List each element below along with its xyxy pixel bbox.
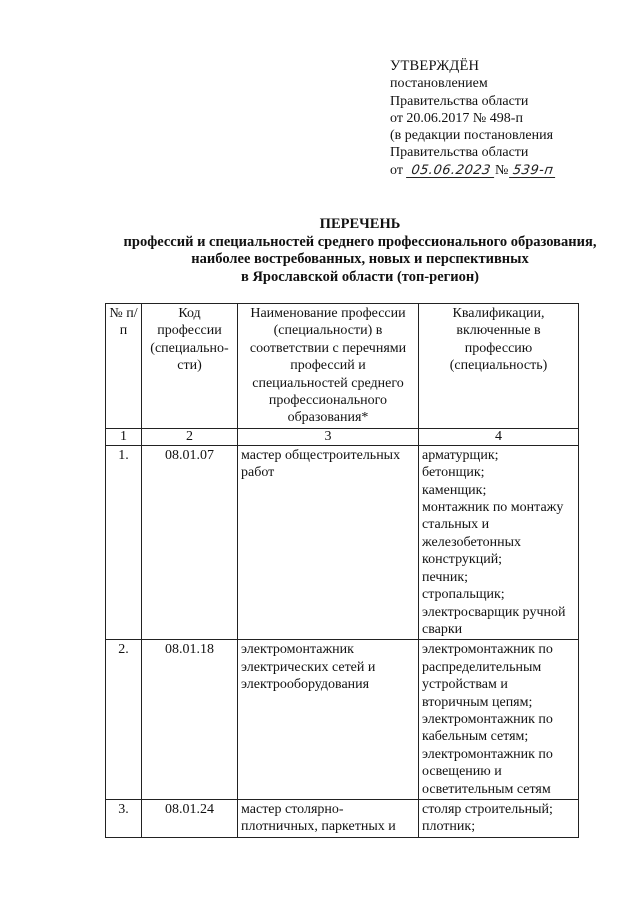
row-name: мастер общестроительных работ [238, 445, 419, 639]
approval-line: Правительства области [390, 145, 529, 161]
table-row [106, 640, 579, 800]
row-name: электромонтажник электрических сетей и электрооборудования [238, 640, 419, 800]
document-title: ПЕРЕЧЕНЬ [319, 216, 401, 232]
heading-line: в Ярославской области (топ-регион) [240, 268, 480, 285]
number-sign: № [494, 162, 509, 178]
approval-line: от 20.06.2017 № 498-п [390, 110, 523, 126]
approval-line: (в редакции постановления [390, 128, 554, 144]
approval-line: постановлением [390, 76, 488, 92]
qualification-item: электромонтажник по кабельным сетям; [422, 711, 553, 745]
approval-line: Правительства области [390, 93, 529, 109]
qualification-item: электросварщик ручной сварки [422, 604, 566, 637]
approval-last-line [390, 162, 556, 179]
header-qualifications: Квалификации, включенные в профессию (специальность) [419, 304, 579, 429]
column-number: 3 [238, 428, 419, 445]
row-code: 08.01.07 [142, 445, 238, 639]
row-number: 3. [106, 799, 142, 837]
qualification-item: электромонтажник по распределительным устройствам и вторичным цепям; [422, 642, 553, 710]
row-name: мастер столярно-плотничных, паркетных и [238, 799, 419, 837]
qualification-item: электромонтажник по освещению и осветительным сетям [422, 746, 553, 797]
qualification-item: печник; [422, 569, 469, 585]
approval-block [390, 58, 556, 179]
column-number: 2 [142, 428, 238, 445]
qualification-item: бетонщик; [422, 465, 485, 481]
row-qualifications [419, 799, 579, 837]
professions-table [105, 303, 579, 838]
row-code: 08.01.18 [142, 640, 238, 800]
row-qualifications [419, 445, 579, 639]
column-number: 4 [419, 428, 579, 445]
qualification-item: столяр строительный; [422, 801, 553, 817]
approval-title: УТВЕРЖДЁН [390, 58, 480, 74]
row-qualifications [419, 640, 579, 800]
row-number: 1. [106, 445, 142, 639]
table-row [106, 799, 579, 837]
qualification-item: каменщик; [422, 482, 487, 498]
handwritten-number: 539-п [509, 164, 557, 178]
header-name: Наименование профессии (специальности) в соответствии с перечнями профессий и специальностей среднего профессионального образования* [238, 304, 419, 429]
document-heading [60, 216, 640, 286]
heading-line: профессий и специальностей среднего профессионального образования, [123, 233, 597, 250]
row-code: 08.01.24 [142, 799, 238, 837]
qualification-item: плотник; [422, 819, 476, 835]
column-numbers-row [106, 428, 579, 445]
table-header-row [106, 304, 579, 429]
header-code: Код профессии (специально-сти) [142, 304, 238, 429]
table-row [106, 445, 579, 639]
column-number: 1 [106, 428, 142, 445]
row-number: 2. [106, 640, 142, 800]
qualification-item: монтажник по монтажу стальных и железобетонных конструкций; [422, 500, 564, 568]
approval-prefix: от [390, 162, 403, 178]
qualification-item: арматурщик; [422, 447, 499, 463]
handwritten-date: 05.06.2023 [406, 164, 496, 178]
qualification-item: стропальщик; [422, 587, 505, 603]
heading-line: наиболее востребованных, новых и перспективных [191, 251, 529, 267]
header-number: № п/п [106, 304, 142, 429]
